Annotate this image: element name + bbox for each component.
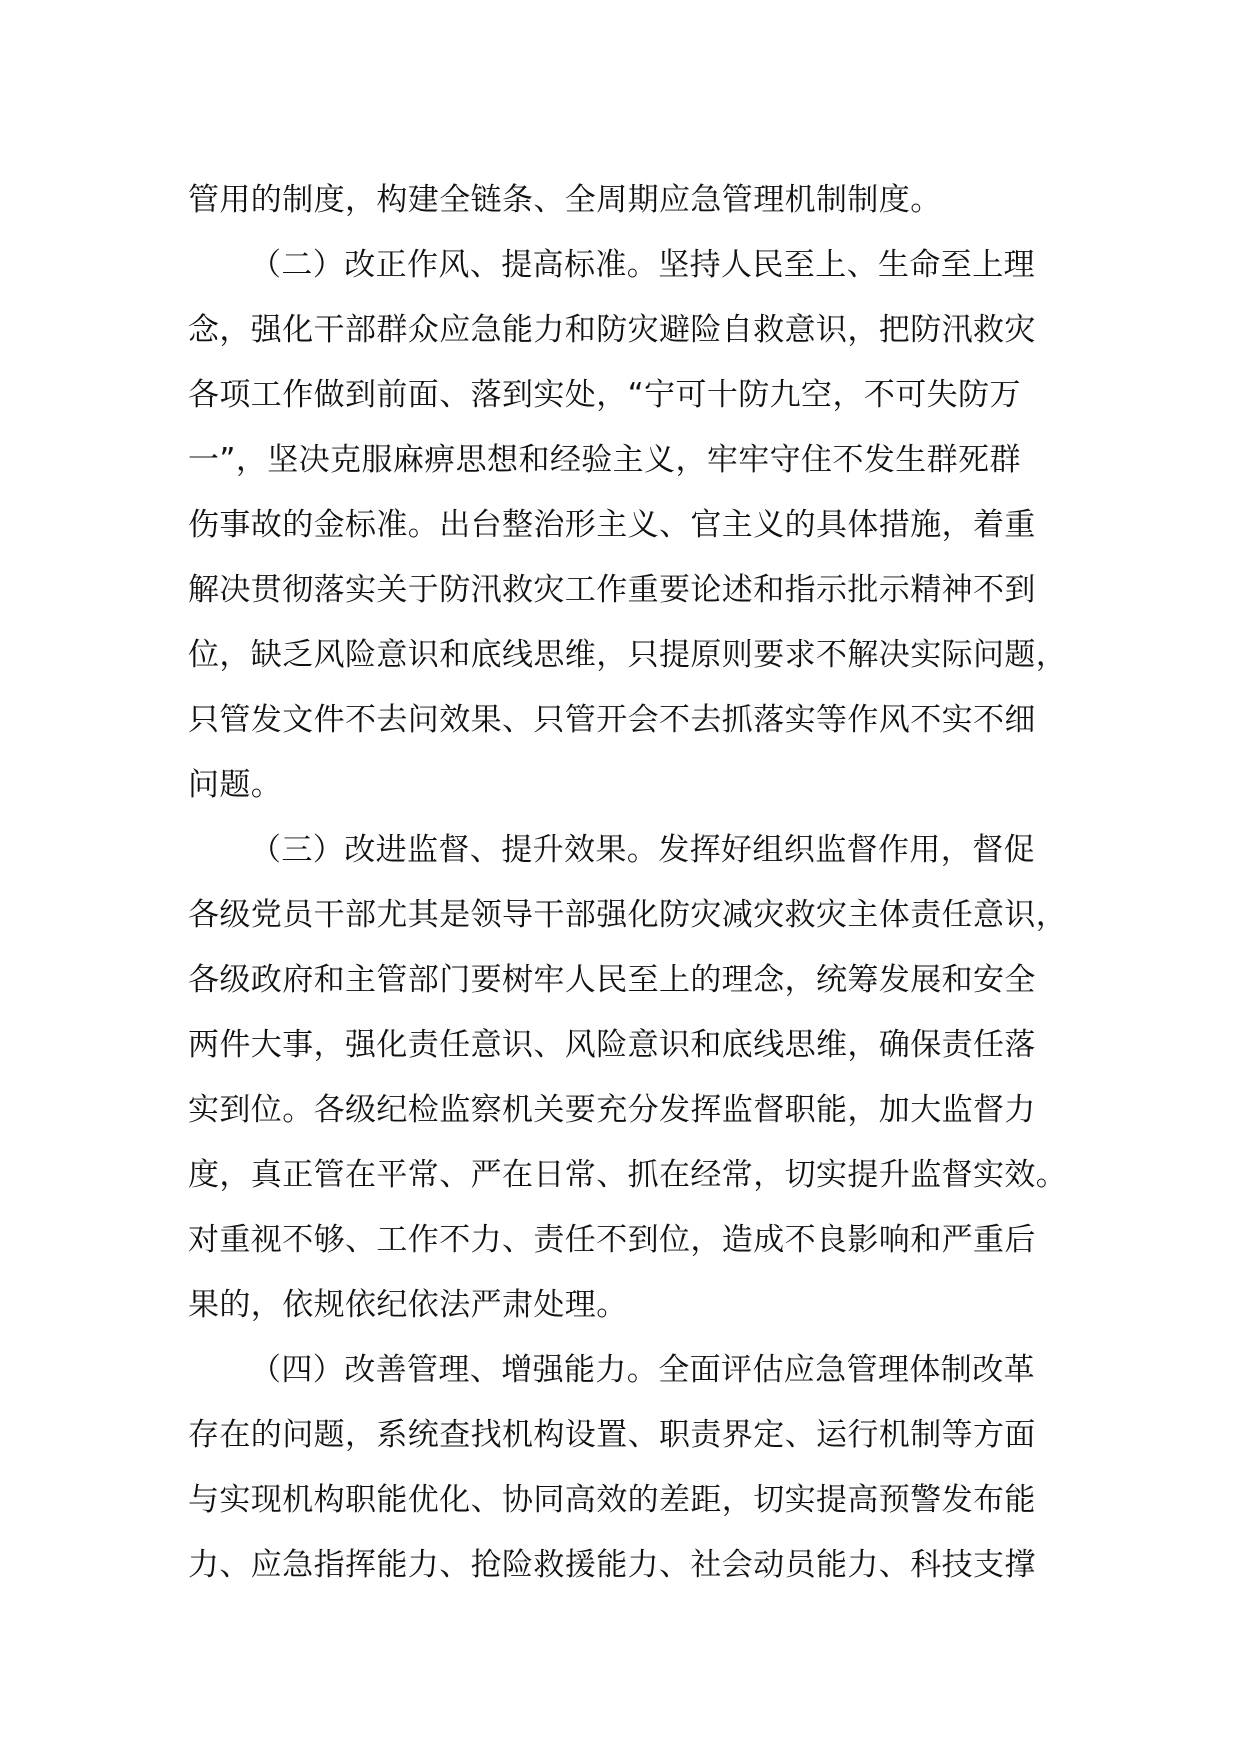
section-heading-line: （四）改善管理、增强能力。全面评估应急管理体制改革	[250, 1352, 1035, 1388]
text-line: 度，真正管在平常、严在日常、抓在经常，切实提升监督实效。	[188, 1157, 1068, 1193]
text-line: 管用的制度，构建全链条、全周期应急管理机制制度。	[188, 182, 942, 218]
document-body	[188, 168, 1088, 1598]
text-line: 力、应急指挥能力、抢险救援能力、社会动员能力、科技支撑	[188, 1547, 1036, 1583]
text-line: 各级党员干部尤其是领导干部强化防灾减灾救灾主体责任意识，	[188, 897, 1068, 933]
text-line: 与实现机构职能优化、协同高效的差距，切实提高预警发布能	[188, 1482, 1036, 1518]
text-line: 解决贯彻落实关于防汛救灾工作重要论述和指示批示精神不到	[188, 572, 1036, 608]
text-line: 念，强化干部群众应急能力和防灾避险自救意识，把防汛救灾	[188, 312, 1036, 348]
text-line: 问题。	[188, 767, 283, 803]
text-line: 实到位。各级纪检监察机关要充分发挥监督职能，加大监督力	[188, 1092, 1036, 1128]
text-line: 只管发文件不去问效果、只管开会不去抓落实等作风不实不细	[188, 702, 1036, 738]
section-heading-line: （三）改进监督、提升效果。发挥好组织监督作用，督促	[250, 832, 1035, 868]
text-line: 各级政府和主管部门要树牢人民至上的理念，统筹发展和安全	[188, 962, 1036, 998]
text-line: 存在的问题，系统查找机构设置、职责界定、运行机制等方面	[188, 1417, 1036, 1453]
text-line: 位，缺乏风险意识和底线思维，只提原则要求不解决实际问题，	[188, 637, 1068, 673]
text-line: 两件大事，强化责任意识、风险意识和底线思维，确保责任落	[188, 1027, 1036, 1063]
text-line: 各项工作做到前面、落到实处，“宁可十防九空，不可失防万	[188, 377, 1021, 413]
text-line: 对重视不够、工作不力、责任不到位，造成不良影响和严重后	[188, 1222, 1036, 1258]
text-line: 伤事故的金标准。出台整治形主义、官主义的具体措施，着重	[188, 507, 1036, 543]
text-line: 果的，依规依纪依法严肃处理。	[188, 1287, 628, 1323]
section-heading-line: （二）改正作风、提高标准。坚持人民至上、生命至上理	[250, 247, 1035, 283]
text-line: 一”，坚决克服麻痹思想和经验主义，牢牢守住不发生群死群	[188, 442, 1021, 478]
